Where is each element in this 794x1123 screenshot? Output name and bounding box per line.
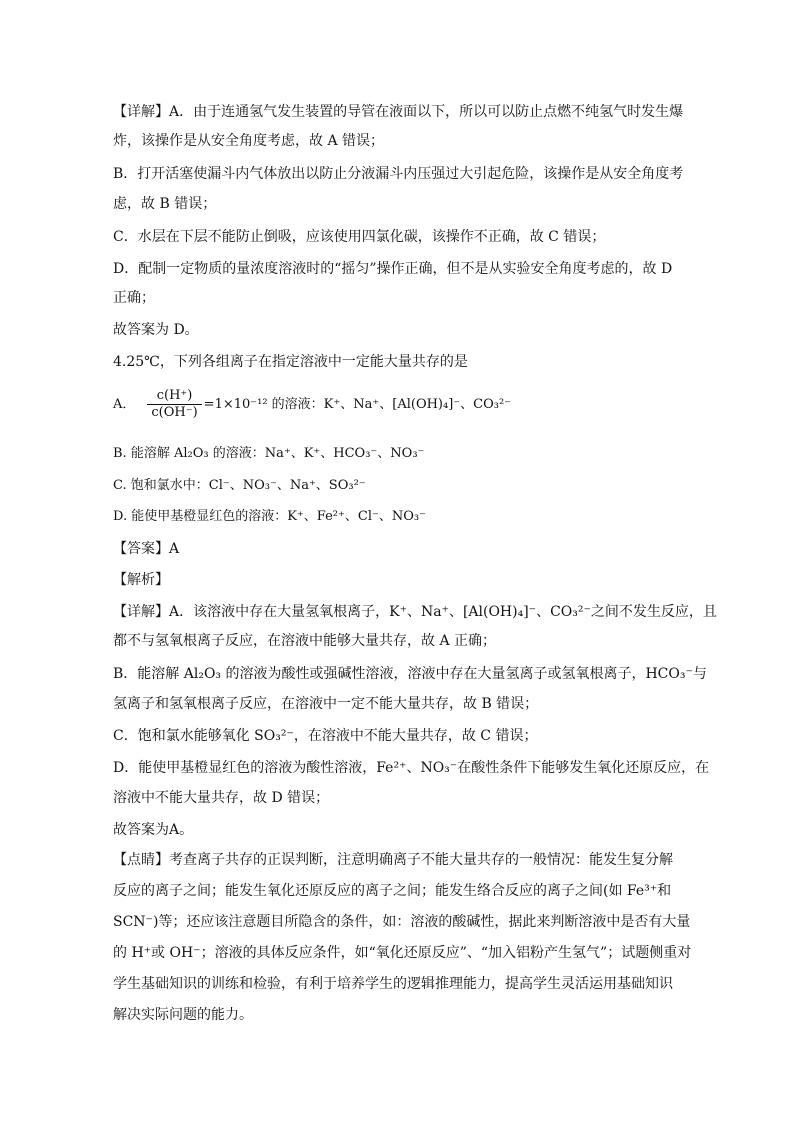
note-line-5: 学生基础知识的训练和检验，有利于培养学生的逻辑推理能力，提高学生灵活运用基础知识 [113,976,673,992]
explanation-line-2: 炸，该操作是从安全角度考虑，故 A 错误； [113,133,385,149]
detail-line-3: B．能溶解 Al₂O₃ 的溶液为酸性或强碱性溶液，溶液中存在大量氢离子或氢氧根离子，HCO₃⁻与 [113,666,707,682]
note-line-2: 反应的离子之间；能发生氧化还原反应的离子之间；能发生络合反应的离子之间(如 Fe³⁺和 [113,883,672,899]
answer-summary-2: 故答案为A。 [113,822,194,838]
detail-line-2: 都不与氢氧根离子反应，在溶液中能够大量共存，故 A 正确； [113,633,497,649]
option-a-prefix: A． [113,397,136,412]
detail-line-5: C．饱和氯水能够氧化 SO₃²⁻，在溶液中不能大量共存，故 C 错误； [113,728,538,744]
note-line-6: 解决实际问题的能力。 [113,1007,253,1023]
detail-line-6: D．能使甲基橙显红色的溶液为酸性溶液，Fe²⁺、NO₃⁻在酸性条件下能够发生氧化还原反应，在 [113,760,710,776]
answer-summary-1: 故答案为 D。 [113,322,199,338]
option-a [113,383,511,427]
note-line-3: SCN⁻)等；还应该注意题目所隐含的条件，如：溶液的酸碱性，据此来判断溶液中是否有大量 [113,914,691,930]
explanation-line-1: 【详解】A．由于连通氢气发生装置的导管在液面以下，所以可以防止点燃不纯氢气时发生爆 [113,104,684,120]
explanation-line-5: C．水层在下层不能防止倒吸，应该使用四氯化碳，该操作不正确，故 C 错误； [113,229,606,245]
question-4-stem: 4.25℃，下列各组离子在指定溶液中一定能大量共存的是 [113,354,468,370]
option-a-fraction [147,388,201,421]
answer-label: 【答案】A [113,541,180,557]
detail-line-7: 溶液中不能大量共存，故 D 错误； [113,790,330,806]
option-d: D. 能使甲基橙显红色的溶液：K⁺、Fe²⁺、Cl⁻、NO₃⁻ [113,509,426,524]
option-b: B. 能溶解 Al₂O₃ 的溶液：Na⁺、K⁺、HCO₃⁻、NO₃⁻ [113,446,425,461]
fraction-denominator: c(OH⁻) [151,405,198,420]
fraction-numerator: c(H⁺) [147,388,201,405]
explanation-line-7: 正确； [113,290,155,306]
analysis-label: 【解析】 [113,572,169,588]
explanation-line-3: B．打开活塞使漏斗内气体放出以防止分液漏斗内压强过大引起危险，该操作是从安全角度考 [113,166,684,182]
option-a-rest: =1×10⁻¹² 的溶液：K⁺、Na⁺、[Al(OH)₄]⁻、CO₃²⁻ [203,397,512,412]
detail-line-1: 【详解】A．该溶液中存在大量氢氧根离子，K⁺、Na⁺、[Al(OH)₄]⁻、CO₃²⁻之间不发生反应，且 [113,604,717,620]
explanation-line-4: 虑，故 B 错误； [113,196,217,212]
option-c: C. 饱和氯水中：Cl⁻、NO₃⁻、Na⁺、SO₃²⁻ [113,478,366,493]
detail-line-4: 氢离子和氢氧根离子反应，在溶液中一定不能大量共存，故 B 错误； [113,696,539,712]
note-line-1: 【点睛】考查离子共存的正误判断，注意明确离子不能大量共存的一般情况：能发生复分解 [113,852,673,868]
note-line-4: 的 H⁺或 OH⁻；溶液的具体反应条件，如“氧化还原反应”、“加入铝粉产生氢气”；试题侧重对 [113,945,692,961]
explanation-line-6: D．配制一定物质的量浓度溶液时的“摇匀”操作正确，但不是从实验安全角度考虑的，故 D [113,261,673,277]
